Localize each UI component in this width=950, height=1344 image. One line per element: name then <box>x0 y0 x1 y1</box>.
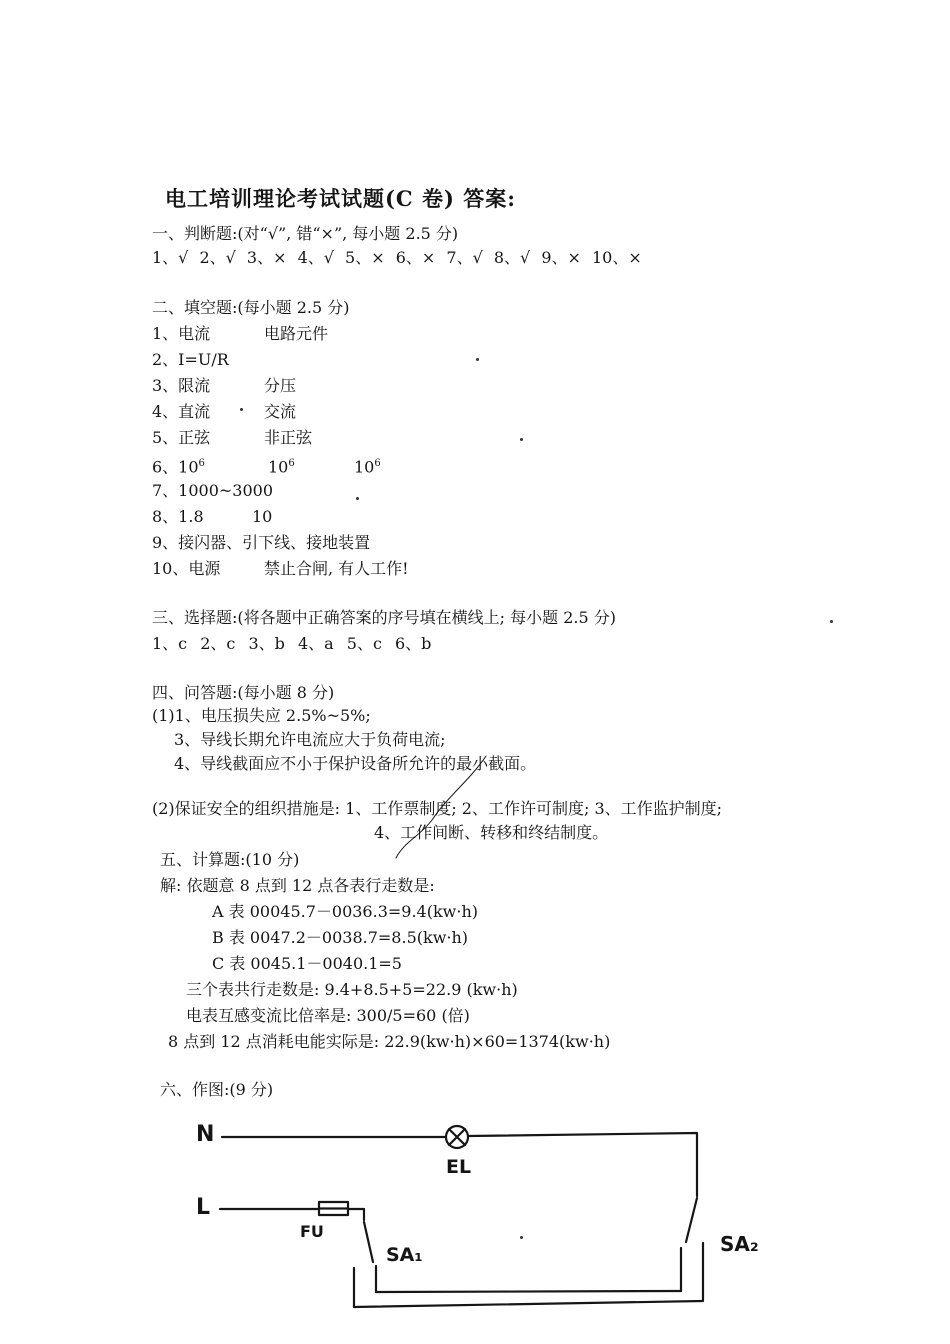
fill-answer-10b: 禁止合闸, 有人工作! <box>264 559 409 578</box>
label-l: L <box>196 1195 211 1220</box>
fill-answer-6c-exp: 6 <box>374 458 381 469</box>
qa-answer-1-line1: (1)1、电压损失应 2.5%~5%; <box>152 706 371 725</box>
fill-answer-6b-exp: 6 <box>288 458 295 469</box>
label-n: N <box>196 1122 215 1147</box>
fill-answer-3b: 分压 <box>264 376 297 395</box>
fill-answer-8b: 10 <box>252 507 273 526</box>
section-5-heading: 五、计算题:(10 分) <box>160 850 300 869</box>
qa-answer-1-line4: 4、导线截面应不小于保护设备所允许的最小截面。 <box>174 754 537 773</box>
page-title: 电工培训理论考试试题(C 卷) 答案: <box>165 186 516 211</box>
sa1-switch-blade <box>364 1222 373 1262</box>
fill-answer-2a: 2、I=U/R <box>152 350 229 369</box>
fill-answer-3a: 3、限流 <box>152 376 211 395</box>
handwritten-arrow-stroke <box>396 756 486 858</box>
qa-answer-2-line1: (2)保证安全的组织措施是: 1、工作票制度; 2、工作许可制度; 3、工作监护制度; <box>152 799 723 818</box>
section-3-answers: 1、c 2、c 3、b 4、a 5、c 6、b <box>152 634 432 653</box>
calc-line-ratio: 电表互感变流比倍率是: 300/5=60 (倍) <box>186 1006 470 1025</box>
fill-answer-4b: 交流 <box>264 402 297 421</box>
fuse-to-sa1-wire <box>348 1209 364 1220</box>
section-6-heading: 六、作图:(9 分) <box>160 1080 274 1099</box>
scan-speck <box>356 497 359 500</box>
calc-line-total: 三个表共行走数是: 9.4+8.5+5=22.9 (kw·h) <box>186 980 518 999</box>
section-1-answers: 1、√ 2、√ 3、× 4、√ 5、× 6、× 7、√ 8、√ 9、× 10、× <box>152 248 642 267</box>
section-1-heading: 一、判断题:(对“√”, 错“×”, 每小题 2.5 分) <box>152 224 459 243</box>
traveller-wire-outer <box>354 1301 703 1307</box>
fill-answer-6a-base: 6、10 <box>152 457 199 477</box>
fill-answer-1b: 电路元件 <box>264 324 329 343</box>
sa2-switch-blade <box>686 1198 697 1242</box>
traveller-wire-inner <box>376 1291 681 1292</box>
scan-speck <box>830 620 833 623</box>
qa-answer-1-line3: 3、导线长期允许电流应大于负荷电流; <box>174 730 446 749</box>
label-el: EL <box>446 1156 472 1178</box>
fill-answer-4a: 4、直流 <box>152 402 211 421</box>
scan-speck <box>520 438 523 441</box>
qa-answer-2-line2: 4、工作间断、转移和终结制度。 <box>374 823 609 842</box>
fill-answer-6c-base: 10 <box>354 457 375 477</box>
label-fu: FU <box>300 1222 324 1241</box>
fill-answer-5a: 5、正弦 <box>152 428 211 447</box>
fill-answer-6a-exp: 6 <box>198 458 205 469</box>
lamp-cross <box>449 1129 465 1145</box>
scan-speck <box>240 408 243 411</box>
sa2-lower-contacts <box>681 1243 703 1300</box>
fill-answer-7a: 7、1000~3000 <box>152 481 274 500</box>
fill-answer-6b-base: 10 <box>268 457 289 477</box>
section-2-heading: 二、填空题:(每小题 2.5 分) <box>152 298 350 317</box>
sa1-lower-contacts <box>354 1266 376 1307</box>
fill-answer-1a: 1、电流 <box>152 324 211 343</box>
calc-line-result: 8 点到 12 点消耗电能实际是: 22.9(kw·h)×60=1374(kw·h) <box>168 1032 611 1051</box>
fill-answer-8a: 8、1.8 <box>152 507 204 526</box>
calc-line-meter-c: C 表 0045.1－0040.1=5 <box>212 954 402 973</box>
label-sa1: SA₁ <box>386 1244 423 1266</box>
calc-line-meter-b: B 表 0047.2－0038.7=8.5(kw·h) <box>212 928 469 947</box>
scan-speck <box>520 1236 523 1239</box>
lamp-to-sa2-wire <box>468 1133 697 1196</box>
calc-line-meter-a: A 表 00045.7－0036.3=9.4(kw·h) <box>212 902 478 921</box>
section-3-heading: 三、选择题:(将各题中正确答案的序号填在横线上; 每小题 2.5 分) <box>152 608 616 627</box>
scan-speck <box>476 358 479 361</box>
fill-answer-9a: 9、接闪器、引下线、接地装置 <box>152 533 371 552</box>
section-4-heading: 四、问答题:(每小题 8 分) <box>152 683 335 702</box>
fill-answer-5b: 非正弦 <box>264 428 313 447</box>
fill-answer-10a: 10、电源 <box>152 559 221 578</box>
label-sa2: SA₂ <box>720 1232 759 1256</box>
calc-line-1: 解: 依题意 8 点到 12 点各表行走数是: <box>160 876 435 895</box>
